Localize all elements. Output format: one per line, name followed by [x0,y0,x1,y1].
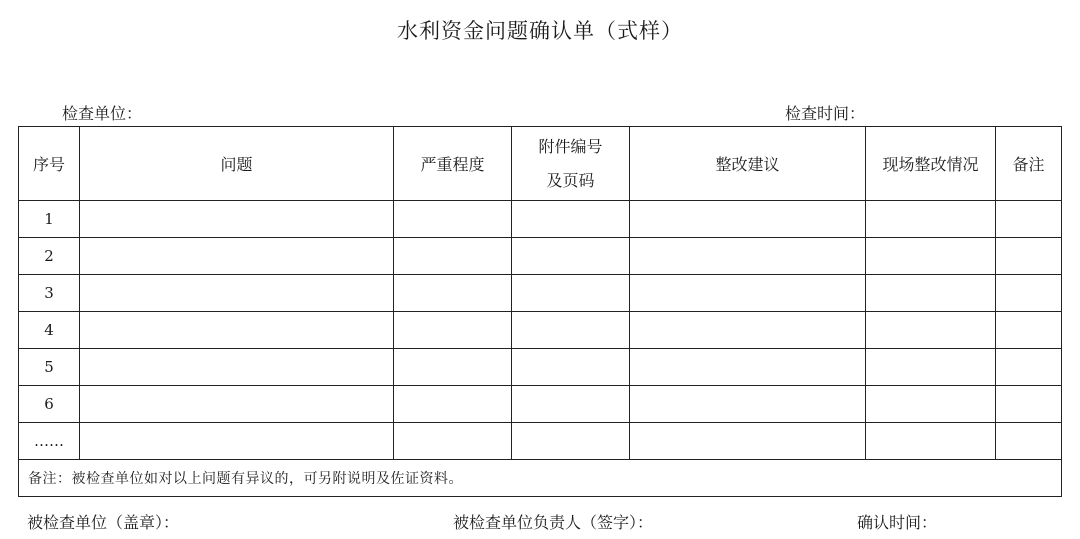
cell-remarks[interactable] [996,275,1062,312]
cell-issue[interactable] [80,201,394,238]
table-note-row [19,460,1062,497]
cell-remarks[interactable] [996,201,1062,238]
cell-onsite-status[interactable] [866,201,996,238]
cell-issue[interactable] [80,386,394,423]
cell-onsite-status[interactable] [866,238,996,275]
col-header-remarks: 备注 [996,127,1062,201]
table-row [19,275,1062,312]
inspected-unit-seal-label: 被检查单位（盖章）： [27,513,180,532]
cell-severity[interactable] [394,238,512,275]
responsible-person-signature-label: 被检查单位负责人（签字）： [453,513,654,532]
cell-attachment[interactable] [512,386,630,423]
row-index: 6 [19,386,80,423]
cell-issue[interactable] [80,312,394,349]
cell-onsite-status[interactable] [866,275,996,312]
cell-remarks[interactable] [996,349,1062,386]
col-header-suggestion: 整改建议 [630,127,866,201]
row-index: 5 [19,349,80,386]
col-header-attachment-line2: 及页码 [546,170,595,190]
cell-remarks[interactable] [996,312,1062,349]
col-header-severity: 严重程度 [394,127,512,201]
cell-suggestion[interactable] [630,349,866,386]
table-row [19,312,1062,349]
cell-suggestion[interactable] [630,386,866,423]
table-row [19,238,1062,275]
confirmation-table [18,126,1062,497]
cell-attachment[interactable] [512,349,630,386]
cell-issue[interactable] [80,423,394,460]
cell-issue[interactable] [80,349,394,386]
cell-attachment[interactable] [512,201,630,238]
cell-issue[interactable] [80,238,394,275]
cell-severity[interactable] [394,312,512,349]
cell-severity[interactable] [394,275,512,312]
cell-suggestion[interactable] [630,275,866,312]
cell-suggestion[interactable] [630,238,866,275]
page-title: 水利资金问题确认单（式样） [397,19,683,43]
cell-onsite-status[interactable] [866,349,996,386]
table-row [19,349,1062,386]
cell-issue[interactable] [80,275,394,312]
table-row [19,386,1062,423]
inspection-unit-label: 检查单位： [62,104,143,123]
table-row [19,423,1062,460]
row-index: 3 [19,275,80,312]
cell-remarks[interactable] [996,238,1062,275]
cell-attachment[interactable] [512,423,630,460]
col-header-attachment [512,127,630,201]
table-row [19,201,1062,238]
table-note: 备注：被检查单位如对以上问题有异议的，可另附说明及佐证资料。 [19,460,1062,497]
row-index: 4 [19,312,80,349]
cell-suggestion[interactable] [630,423,866,460]
cell-suggestion[interactable] [630,312,866,349]
cell-severity[interactable] [394,349,512,386]
cell-severity[interactable] [394,386,512,423]
cell-remarks[interactable] [996,423,1062,460]
col-header-onsite-status: 现场整改情况 [866,127,996,201]
cell-remarks[interactable] [996,386,1062,423]
row-index: 1 [19,201,80,238]
col-header-index: 序号 [19,127,80,201]
cell-attachment[interactable] [512,312,630,349]
cell-onsite-status[interactable] [866,312,996,349]
cell-onsite-status[interactable] [866,423,996,460]
col-header-attachment-line1: 附件编号 [538,136,603,156]
confirm-time-label: 确认时间： [857,513,938,532]
col-header-issue: 问题 [80,127,394,201]
cell-attachment[interactable] [512,275,630,312]
cell-severity[interactable] [394,201,512,238]
inspection-time-label: 检查时间： [785,104,866,123]
row-index: …… [19,423,80,460]
cell-onsite-status[interactable] [866,386,996,423]
cell-severity[interactable] [394,423,512,460]
row-index: 2 [19,238,80,275]
table-header-row [19,127,1062,201]
cell-attachment[interactable] [512,238,630,275]
cell-suggestion[interactable] [630,201,866,238]
